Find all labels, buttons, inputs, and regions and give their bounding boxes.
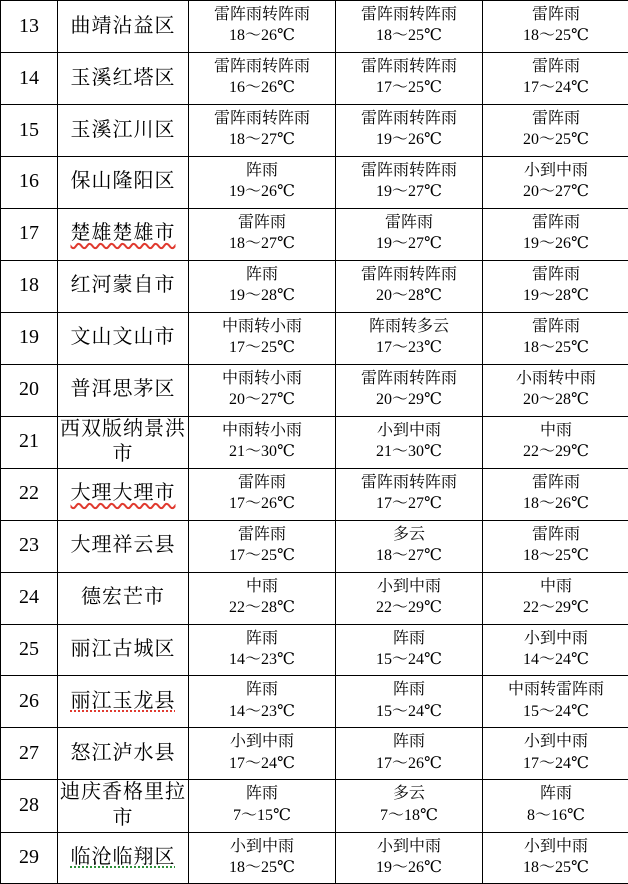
forecast-cell bbox=[483, 365, 628, 416]
weather-text: 雷阵雨转阵雨 bbox=[191, 5, 333, 25]
temperature-text: 17～24℃ bbox=[485, 78, 627, 98]
temperature-text: 19～26℃ bbox=[191, 182, 333, 202]
forecast-cell bbox=[189, 261, 335, 312]
table-body bbox=[1, 1, 628, 884]
forecast-day-1 bbox=[189, 416, 336, 468]
forecast-day-2 bbox=[336, 624, 483, 676]
forecast-cell bbox=[189, 1, 335, 52]
city-label: 文山文山市 bbox=[71, 326, 176, 348]
forecast-day-1 bbox=[189, 728, 336, 780]
weather-text: 雷阵雨 bbox=[191, 525, 333, 545]
weather-text: 小到中雨 bbox=[338, 837, 480, 857]
forecast-cell bbox=[336, 521, 482, 572]
weather-text: 雷阵雨转阵雨 bbox=[338, 109, 480, 129]
weather-text: 阵雨 bbox=[338, 732, 480, 752]
temperature-text: 19～28℃ bbox=[191, 286, 333, 306]
forecast-day-3 bbox=[483, 52, 628, 104]
weather-text: 小到中雨 bbox=[191, 837, 333, 857]
row-city bbox=[58, 780, 189, 832]
table-row bbox=[1, 520, 628, 572]
weather-text: 小雨转中雨 bbox=[485, 369, 627, 389]
weather-text: 中雨转小雨 bbox=[191, 317, 333, 337]
weather-text: 雷阵雨 bbox=[485, 525, 627, 545]
weather-text: 雷阵雨 bbox=[485, 265, 627, 285]
weather-text: 雷阵雨转阵雨 bbox=[338, 265, 480, 285]
temperature-text: 19～28℃ bbox=[485, 286, 627, 306]
city-label: 曲靖沾益区 bbox=[71, 15, 176, 37]
temperature-text: 17～26℃ bbox=[191, 494, 333, 514]
weather-text: 阵雨 bbox=[191, 680, 333, 700]
temperature-text: 18～25℃ bbox=[338, 26, 480, 46]
forecast-day-3 bbox=[483, 572, 628, 624]
temperature-text: 18～25℃ bbox=[191, 858, 333, 878]
weather-text: 雷阵雨 bbox=[191, 473, 333, 493]
forecast-day-2 bbox=[336, 156, 483, 208]
temperature-text: 17～24℃ bbox=[485, 754, 627, 774]
weather-text: 阵雨 bbox=[191, 784, 333, 804]
temperature-text: 18～27℃ bbox=[191, 234, 333, 254]
forecast-day-1 bbox=[189, 208, 336, 260]
city-label: 普洱思茅区 bbox=[71, 378, 176, 400]
forecast-day-1 bbox=[189, 52, 336, 104]
forecast-cell bbox=[336, 625, 482, 676]
row-city bbox=[58, 312, 189, 364]
forecast-cell bbox=[189, 105, 335, 156]
forecast-cell bbox=[336, 573, 482, 624]
row-city bbox=[58, 1, 189, 53]
forecast-day-3 bbox=[483, 624, 628, 676]
weather-text: 雷阵雨 bbox=[485, 473, 627, 493]
weather-text: 小到中雨 bbox=[485, 161, 627, 181]
temperature-text: 8～16℃ bbox=[485, 806, 627, 826]
forecast-cell bbox=[483, 833, 628, 884]
forecast-day-1 bbox=[189, 1, 336, 53]
forecast-day-1 bbox=[189, 624, 336, 676]
table-row bbox=[1, 416, 628, 468]
weather-text: 小到中雨 bbox=[485, 837, 627, 857]
city-label: 德宏芒市 bbox=[81, 586, 165, 608]
forecast-cell bbox=[336, 1, 482, 52]
forecast-day-3 bbox=[483, 832, 628, 884]
forecast-day-3 bbox=[483, 208, 628, 260]
temperature-text: 18～25℃ bbox=[485, 858, 627, 878]
city-label: 迪庆香格里拉市 bbox=[60, 781, 186, 829]
temperature-text: 18～25℃ bbox=[485, 26, 627, 46]
weather-text: 阵雨 bbox=[191, 161, 333, 181]
temperature-text: 20～27℃ bbox=[485, 182, 627, 202]
row-index: 17 bbox=[1, 208, 58, 260]
row-index: 13 bbox=[1, 1, 58, 53]
row-city bbox=[58, 208, 189, 260]
forecast-cell bbox=[336, 157, 482, 208]
forecast-day-2 bbox=[336, 520, 483, 572]
temperature-text: 16～26℃ bbox=[191, 78, 333, 98]
table-row bbox=[1, 624, 628, 676]
forecast-day-2 bbox=[336, 728, 483, 780]
forecast-day-1 bbox=[189, 104, 336, 156]
row-city bbox=[58, 104, 189, 156]
temperature-text: 17～27℃ bbox=[338, 494, 480, 514]
forecast-cell bbox=[189, 209, 335, 260]
forecast-day-2 bbox=[336, 780, 483, 832]
table-row bbox=[1, 728, 628, 780]
temperature-text: 17～24℃ bbox=[191, 754, 333, 774]
table-row bbox=[1, 572, 628, 624]
forecast-day-3 bbox=[483, 676, 628, 728]
table-row bbox=[1, 676, 628, 728]
row-index: 23 bbox=[1, 520, 58, 572]
forecast-cell bbox=[189, 728, 335, 779]
weather-text: 雷阵雨转阵雨 bbox=[338, 5, 480, 25]
weather-text: 中雨 bbox=[191, 577, 333, 597]
temperature-text: 7～18℃ bbox=[338, 806, 480, 826]
row-city bbox=[58, 416, 189, 468]
weather-text: 雷阵雨 bbox=[338, 213, 480, 233]
city-label: 临沧临翔区 bbox=[71, 846, 176, 868]
forecast-day-1 bbox=[189, 260, 336, 312]
forecast-cell bbox=[189, 573, 335, 624]
city-label: 楚雄楚雄市 bbox=[71, 222, 176, 244]
temperature-text: 14～24℃ bbox=[485, 650, 627, 670]
temperature-text: 15～24℃ bbox=[338, 702, 480, 722]
forecast-day-2 bbox=[336, 312, 483, 364]
temperature-text: 21～30℃ bbox=[338, 442, 480, 462]
row-index: 19 bbox=[1, 312, 58, 364]
forecast-day-3 bbox=[483, 364, 628, 416]
temperature-text: 18～26℃ bbox=[191, 26, 333, 46]
forecast-day-2 bbox=[336, 208, 483, 260]
city-label: 玉溪红塔区 bbox=[71, 67, 176, 89]
forecast-day-2 bbox=[336, 1, 483, 53]
row-city bbox=[58, 572, 189, 624]
table-row bbox=[1, 208, 628, 260]
forecast-cell bbox=[483, 625, 628, 676]
forecast-day-2 bbox=[336, 468, 483, 520]
forecast-cell bbox=[483, 209, 628, 260]
temperature-text: 18～27℃ bbox=[191, 130, 333, 150]
forecast-cell bbox=[483, 469, 628, 520]
temperature-text: 18～26℃ bbox=[485, 494, 627, 514]
temperature-text: 19～27℃ bbox=[338, 182, 480, 202]
forecast-day-3 bbox=[483, 416, 628, 468]
temperature-text: 22～29℃ bbox=[485, 598, 627, 618]
temperature-text: 17～25℃ bbox=[338, 78, 480, 98]
forecast-cell bbox=[336, 365, 482, 416]
weather-text: 雷阵雨 bbox=[485, 109, 627, 129]
forecast-cell bbox=[483, 728, 628, 779]
row-index: 15 bbox=[1, 104, 58, 156]
weather-text: 雷阵雨转阵雨 bbox=[191, 109, 333, 129]
forecast-day-1 bbox=[189, 520, 336, 572]
row-city bbox=[58, 52, 189, 104]
forecast-cell bbox=[483, 521, 628, 572]
row-city bbox=[58, 468, 189, 520]
forecast-cell bbox=[483, 780, 628, 831]
temperature-text: 19～26℃ bbox=[338, 130, 480, 150]
weather-text: 雷阵雨 bbox=[485, 213, 627, 233]
temperature-text: 17～25℃ bbox=[191, 546, 333, 566]
table-row bbox=[1, 1, 628, 53]
weather-text: 中雨 bbox=[485, 421, 627, 441]
row-index: 21 bbox=[1, 416, 58, 468]
forecast-cell bbox=[336, 728, 482, 779]
city-label: 丽江古城区 bbox=[71, 638, 176, 660]
forecast-cell bbox=[189, 833, 335, 884]
temperature-text: 15～24℃ bbox=[485, 702, 627, 722]
forecast-day-3 bbox=[483, 312, 628, 364]
temperature-text: 20～28℃ bbox=[338, 286, 480, 306]
temperature-text: 22～29℃ bbox=[485, 442, 627, 462]
forecast-cell bbox=[189, 469, 335, 520]
row-city bbox=[58, 676, 189, 728]
weather-text: 雷阵雨转阵雨 bbox=[191, 57, 333, 77]
forecast-cell bbox=[336, 105, 482, 156]
table-row bbox=[1, 832, 628, 884]
forecast-cell bbox=[483, 573, 628, 624]
forecast-cell bbox=[336, 676, 482, 727]
row-city bbox=[58, 624, 189, 676]
weather-text: 中雨 bbox=[485, 577, 627, 597]
forecast-cell bbox=[189, 157, 335, 208]
temperature-text: 15～24℃ bbox=[338, 650, 480, 670]
city-label: 大理祥云县 bbox=[71, 534, 176, 556]
forecast-day-1 bbox=[189, 780, 336, 832]
forecast-cell bbox=[483, 53, 628, 104]
weather-text: 多云 bbox=[338, 525, 480, 545]
weather-text: 阵雨 bbox=[338, 680, 480, 700]
forecast-day-3 bbox=[483, 1, 628, 53]
city-label: 保山隆阳区 bbox=[71, 170, 176, 192]
forecast-day-3 bbox=[483, 260, 628, 312]
forecast-cell bbox=[483, 313, 628, 364]
forecast-cell bbox=[189, 676, 335, 727]
row-city bbox=[58, 364, 189, 416]
table-row bbox=[1, 312, 628, 364]
row-index: 29 bbox=[1, 832, 58, 884]
weather-text: 阵雨转多云 bbox=[338, 317, 480, 337]
temperature-text: 20～27℃ bbox=[191, 390, 333, 410]
weather-text: 小到中雨 bbox=[191, 732, 333, 752]
table-row bbox=[1, 468, 628, 520]
weather-text: 阵雨 bbox=[338, 629, 480, 649]
weather-text: 阵雨 bbox=[485, 784, 627, 804]
forecast-day-2 bbox=[336, 52, 483, 104]
temperature-text: 14～23℃ bbox=[191, 650, 333, 670]
row-city bbox=[58, 520, 189, 572]
temperature-text: 20～25℃ bbox=[485, 130, 627, 150]
forecast-cell bbox=[189, 313, 335, 364]
forecast-cell bbox=[336, 313, 482, 364]
row-index: 14 bbox=[1, 52, 58, 104]
weather-text: 雷阵雨 bbox=[485, 317, 627, 337]
weather-text: 雷阵雨 bbox=[485, 5, 627, 25]
forecast-cell bbox=[336, 209, 482, 260]
forecast-cell bbox=[483, 157, 628, 208]
forecast-cell bbox=[336, 469, 482, 520]
forecast-day-1 bbox=[189, 156, 336, 208]
temperature-text: 17～23℃ bbox=[338, 338, 480, 358]
temperature-text: 7～15℃ bbox=[191, 806, 333, 826]
forecast-day-2 bbox=[336, 104, 483, 156]
forecast-day-2 bbox=[336, 260, 483, 312]
forecast-day-2 bbox=[336, 832, 483, 884]
forecast-day-2 bbox=[336, 676, 483, 728]
temperature-text: 19～26℃ bbox=[485, 234, 627, 254]
forecast-day-3 bbox=[483, 104, 628, 156]
forecast-cell bbox=[336, 261, 482, 312]
weather-text: 雷阵雨转阵雨 bbox=[338, 473, 480, 493]
temperature-text: 19～27℃ bbox=[338, 234, 480, 254]
row-index: 27 bbox=[1, 728, 58, 780]
forecast-cell bbox=[189, 417, 335, 468]
table-row bbox=[1, 780, 628, 832]
forecast-cell bbox=[189, 365, 335, 416]
forecast-day-2 bbox=[336, 364, 483, 416]
forecast-day-3 bbox=[483, 520, 628, 572]
row-city bbox=[58, 260, 189, 312]
forecast-cell bbox=[189, 521, 335, 572]
row-index: 28 bbox=[1, 780, 58, 832]
forecast-cell bbox=[189, 625, 335, 676]
weather-text: 雷阵雨转阵雨 bbox=[338, 57, 480, 77]
table-row bbox=[1, 364, 628, 416]
row-index: 24 bbox=[1, 572, 58, 624]
forecast-day-3 bbox=[483, 728, 628, 780]
forecast-day-1 bbox=[189, 468, 336, 520]
weather-text: 雷阵雨 bbox=[191, 213, 333, 233]
forecast-cell bbox=[483, 417, 628, 468]
forecast-cell bbox=[336, 417, 482, 468]
forecast-cell bbox=[189, 53, 335, 104]
temperature-text: 18～27℃ bbox=[338, 546, 480, 566]
city-label: 西双版纳景洪市 bbox=[60, 418, 186, 466]
table-row bbox=[1, 52, 628, 104]
forecast-day-1 bbox=[189, 364, 336, 416]
temperature-text: 20～28℃ bbox=[485, 390, 627, 410]
table-row bbox=[1, 104, 628, 156]
forecast-cell bbox=[483, 105, 628, 156]
weather-text: 阵雨 bbox=[191, 265, 333, 285]
forecast-day-3 bbox=[483, 780, 628, 832]
forecast-cell bbox=[336, 833, 482, 884]
weather-text: 小到中雨 bbox=[485, 732, 627, 752]
forecast-day-3 bbox=[483, 156, 628, 208]
temperature-text: 22～29℃ bbox=[338, 598, 480, 618]
forecast-day-2 bbox=[336, 572, 483, 624]
row-index: 22 bbox=[1, 468, 58, 520]
weather-text: 小到中雨 bbox=[338, 421, 480, 441]
row-city bbox=[58, 156, 189, 208]
row-index: 18 bbox=[1, 260, 58, 312]
forecast-day-3 bbox=[483, 468, 628, 520]
temperature-text: 17～26℃ bbox=[338, 754, 480, 774]
temperature-text: 21～30℃ bbox=[191, 442, 333, 462]
weather-text: 阵雨 bbox=[191, 629, 333, 649]
forecast-cell bbox=[189, 780, 335, 831]
weather-text: 小到中雨 bbox=[338, 577, 480, 597]
temperature-text: 19～26℃ bbox=[338, 858, 480, 878]
forecast-cell bbox=[483, 676, 628, 727]
weather-text: 中雨转小雨 bbox=[191, 369, 333, 389]
weather-text: 多云 bbox=[338, 784, 480, 804]
weather-text: 小到中雨 bbox=[485, 629, 627, 649]
temperature-text: 17～25℃ bbox=[191, 338, 333, 358]
weather-text: 中雨转雷阵雨 bbox=[485, 680, 627, 700]
table-row bbox=[1, 156, 628, 208]
city-label: 大理大理市 bbox=[71, 482, 176, 504]
forecast-cell bbox=[483, 261, 628, 312]
forecast-day-1 bbox=[189, 676, 336, 728]
forecast-day-1 bbox=[189, 572, 336, 624]
row-index: 16 bbox=[1, 156, 58, 208]
weather-text: 雷阵雨转阵雨 bbox=[338, 161, 480, 181]
temperature-text: 18～25℃ bbox=[485, 546, 627, 566]
temperature-text: 20～29℃ bbox=[338, 390, 480, 410]
table-row bbox=[1, 260, 628, 312]
temperature-text: 14～23℃ bbox=[191, 702, 333, 722]
weather-text: 中雨转小雨 bbox=[191, 421, 333, 441]
forecast-cell bbox=[483, 1, 628, 52]
forecast-day-2 bbox=[336, 416, 483, 468]
weather-text: 雷阵雨 bbox=[485, 57, 627, 77]
row-city bbox=[58, 832, 189, 884]
row-index: 25 bbox=[1, 624, 58, 676]
row-city bbox=[58, 728, 189, 780]
forecast-day-1 bbox=[189, 832, 336, 884]
row-index: 20 bbox=[1, 364, 58, 416]
city-label: 怒江泸水县 bbox=[71, 742, 176, 764]
city-label: 红河蒙自市 bbox=[71, 274, 176, 296]
forecast-cell bbox=[336, 780, 482, 831]
row-index: 26 bbox=[1, 676, 58, 728]
forecast-day-1 bbox=[189, 312, 336, 364]
city-label: 丽江玉龙县 bbox=[71, 690, 176, 712]
temperature-text: 22～28℃ bbox=[191, 598, 333, 618]
city-label: 玉溪江川区 bbox=[71, 119, 176, 141]
temperature-text: 18～25℃ bbox=[485, 338, 627, 358]
forecast-cell bbox=[336, 53, 482, 104]
weather-text: 雷阵雨转阵雨 bbox=[338, 369, 480, 389]
